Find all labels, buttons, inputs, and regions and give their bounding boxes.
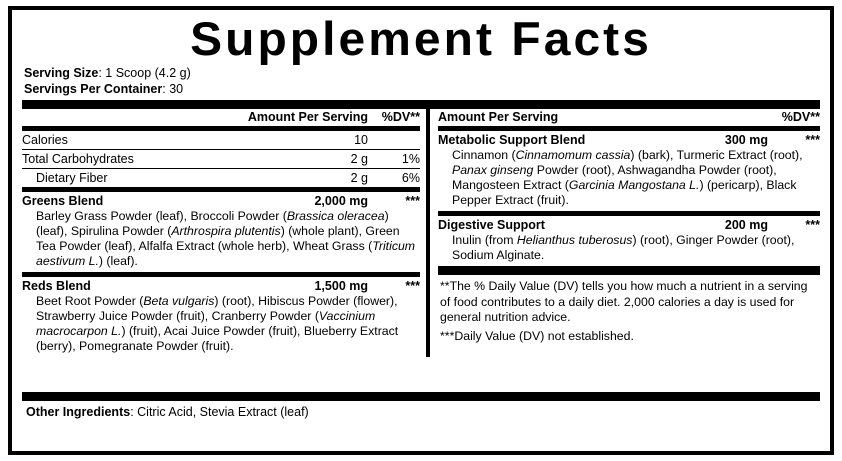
blend-name: Greens Blend — [22, 194, 104, 209]
blend-amount: 2,000 mg — [314, 194, 368, 209]
label-frame — [8, 6, 834, 455]
servings-per-container-value: : 30 — [162, 82, 184, 97]
other-ingredients-label: Other Ingredients — [26, 405, 131, 419]
nutrition-columns — [22, 109, 820, 357]
header-daily-value: %DV** — [781, 110, 820, 125]
blend-row — [22, 192, 420, 209]
blend-row — [22, 277, 420, 294]
serving-info — [24, 65, 820, 97]
page-title: Supplement Facts — [190, 12, 652, 65]
blend-dv: *** — [405, 279, 420, 294]
column-divider — [426, 109, 430, 357]
other-ingredients-value: : Citric Acid, Stevia Extract (leaf) — [130, 405, 309, 419]
header-daily-value: %DV** — [381, 110, 420, 125]
right-column-header — [438, 109, 820, 126]
header-amount-per-serving: Amount Per Serving — [438, 110, 559, 125]
blend-description: Cinnamon (Cinnamomum cassia) (bark), Turmeric Extract (root), Panax ginseng Powder (root), Ashwagandha Powder (root), Mangosteen Extract (Garcinia Mangostana L.) (pericarp), Black Pepper Extract (fruit). — [452, 148, 803, 208]
divider-top — [22, 100, 820, 109]
table-row — [22, 150, 420, 168]
right-column — [434, 109, 820, 357]
other-ingredients — [22, 401, 820, 419]
nutrient-amount: 2 g — [350, 171, 368, 186]
serving-size-label: Serving Size — [24, 66, 99, 81]
footnote-divider — [438, 266, 820, 275]
nutrient-name: Calories — [22, 133, 68, 148]
nutrient-dv: 6% — [401, 171, 420, 186]
serving-size-line — [24, 65, 820, 81]
nutrient-amount: 10 — [354, 133, 368, 148]
blend-dv: *** — [805, 218, 820, 233]
blend-description: Barley Grass Powder (leaf), Broccoli Powder (Brassica oleracea) (leaf), Spirulina Powder (Arthrospira plutentis) (whole plant), Green Tea Powder (leaf), Alfalfa Extract (whole herb), Wheat Grass (Triticum aestivum L.) (leaf). — [36, 209, 416, 269]
nutrient-dv: 1% — [401, 152, 420, 167]
blend-row — [438, 216, 820, 233]
footnote-dv-not-established: ***Daily Value (DV) not established. — [440, 329, 634, 344]
blend-description: Beet Root Powder (Beta vulgaris) (root), Hibiscus Powder (flower), Strawberry Juice Powder (fruit), Cranberry Powder (Vaccinium macrocarpon L.) (fruit), Acai Juice Powder (fruit), Blueberry Extract (berry), Pomegranate Powder (fruit). — [36, 294, 399, 354]
nutrient-name: Dietary Fiber — [36, 171, 108, 186]
table-row — [22, 169, 420, 187]
blend-description: Inulin (from Helianthus tuberosus) (root), Ginger Powder (root), Sodium Alginate. — [452, 233, 795, 263]
blend-amount: 300 mg — [724, 133, 768, 148]
servings-per-container-label: Servings Per Container — [24, 82, 163, 97]
header-amount-per-serving: Amount Per Serving — [247, 110, 368, 125]
nutrient-amount: 2 g — [350, 152, 368, 167]
blend-amount: 200 mg — [724, 218, 768, 233]
blend-dv: *** — [405, 194, 420, 209]
nutrient-name: Total Carbohydrates — [22, 152, 134, 167]
left-column — [22, 109, 426, 357]
table-row — [22, 131, 420, 149]
serving-size-value: : 1 Scoop (4.2 g) — [98, 66, 191, 81]
blend-name: Metabolic Support Blend — [438, 133, 586, 148]
servings-per-container-line — [24, 81, 820, 97]
header-spacer — [22, 110, 218, 124]
blend-dv: *** — [805, 133, 820, 148]
blend-name: Reds Blend — [22, 279, 91, 294]
blend-name: Digestive Support — [438, 218, 545, 233]
blend-row — [438, 131, 820, 148]
divider-bottom — [22, 392, 820, 401]
left-column-header — [22, 109, 420, 126]
footnote-dv: **The % Daily Value (DV) tells you how much a nutrient in a serving of food contributes to a daily diet. 2,000 calories a day is used for general nutrition advice. — [440, 279, 808, 325]
blend-amount: 1,500 mg — [314, 279, 368, 294]
